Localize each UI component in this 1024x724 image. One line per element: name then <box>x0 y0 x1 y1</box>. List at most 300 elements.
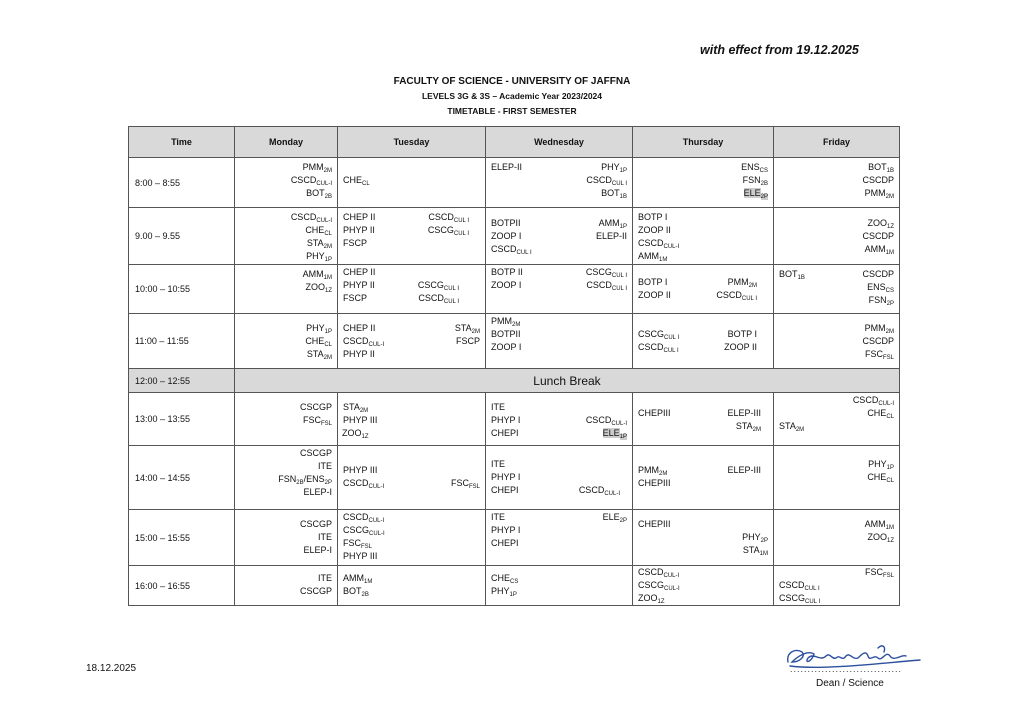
course-code-subscript: 2M <box>748 283 757 289</box>
course-code <box>491 161 522 174</box>
course-code <box>305 281 332 298</box>
slot-cell-friday <box>774 446 900 510</box>
course-code-subscript: 1Z <box>886 224 894 230</box>
table-row <box>129 208 900 265</box>
course-code-subscript: 2B <box>760 181 768 187</box>
course-code <box>343 266 375 279</box>
course-code-base: CHE <box>305 336 325 346</box>
course-code <box>867 407 894 424</box>
course-code <box>638 224 671 237</box>
course-code <box>491 471 520 484</box>
course-code <box>743 544 768 561</box>
course-code-subscript: 1M <box>885 250 894 256</box>
slot-cell-tuesday <box>338 566 486 606</box>
course-code <box>491 243 532 260</box>
course-code-base: ZOOP II <box>638 290 671 300</box>
course-code-base: PHYP III <box>343 415 378 425</box>
course-code-subscript: 2B <box>296 480 304 486</box>
course-code-base: CSCDP <box>862 175 894 185</box>
faculty-title: FACULTY OF SCIENCE - UNIVERSITY OF JAFFNA <box>393 76 631 87</box>
course-code <box>779 268 805 285</box>
course-code <box>491 537 519 550</box>
course-code-subscript: 1Z <box>886 538 894 544</box>
course-code-subscript: 2M <box>323 244 332 250</box>
course-code-base: PHYP III <box>343 465 378 475</box>
course-code <box>603 511 627 528</box>
course-code-base: ZOOP II <box>638 225 671 235</box>
course-code-base: PHYP II <box>343 280 375 290</box>
course-code-base: CSCD <box>638 238 664 248</box>
course-code-base: ITE <box>317 573 332 583</box>
course-code-subscript: 2M <box>323 168 332 174</box>
course-code-subscript: 1B <box>886 168 894 174</box>
course-code-subscript: 1M <box>759 551 768 557</box>
course-code-base: PMM <box>638 465 659 475</box>
course-code-subscript: CUL I <box>453 218 469 224</box>
slot-cell-monday <box>235 446 338 510</box>
course-code <box>638 289 671 302</box>
course-code-subscript: CUL I <box>611 273 627 279</box>
slot-cell-monday <box>235 314 338 369</box>
course-code-base: ELEP-II <box>491 162 523 172</box>
course-code-base: CSCDP <box>862 269 894 279</box>
course-code-base: ELE <box>602 512 620 522</box>
course-code <box>491 427 519 440</box>
slot-cell-wednesday <box>486 566 633 606</box>
course-code-subscript: 1Z <box>324 288 332 294</box>
course-code-subscript: CS <box>759 168 768 174</box>
course-code-base: CSCGP <box>299 448 332 458</box>
course-code <box>491 524 520 537</box>
course-code-subscript: CUL I <box>804 586 820 592</box>
signatory-title: Dean / Science <box>816 678 884 689</box>
col-header-time: Time <box>129 127 235 158</box>
col-header-friday: Friday <box>774 127 900 158</box>
course-code-subscript: 2M <box>885 329 894 335</box>
course-code-subscript: 1P <box>619 224 627 230</box>
course-code-base: CSCD <box>585 415 612 425</box>
slot-cell-monday <box>235 566 338 606</box>
course-code <box>343 348 375 361</box>
course-code-subscript: CUL I <box>664 335 680 341</box>
course-code-subscript: CL <box>362 181 370 187</box>
slot-cell-thursday <box>633 314 774 369</box>
course-code-base: CSCG <box>417 280 444 290</box>
course-code-subscript: 1M <box>885 525 894 531</box>
course-code-subscript: 1M <box>323 275 332 281</box>
course-code-base: CHEPI <box>491 538 519 548</box>
course-code <box>865 348 894 365</box>
course-code-subscript: CUL I <box>805 599 821 605</box>
slot-cell-friday <box>774 265 900 314</box>
course-code-subscript: CUL-I <box>316 181 332 187</box>
course-code-base: CSCGP <box>299 402 332 412</box>
course-code-base: BOT <box>779 269 798 279</box>
course-code <box>862 230 894 243</box>
slot-cell-tuesday <box>338 314 486 369</box>
timetable <box>128 126 900 606</box>
course-code-subscript: 2P <box>886 301 894 307</box>
col-header-wednesday: Wednesday <box>486 127 633 158</box>
course-code <box>638 341 679 358</box>
course-code <box>343 211 375 224</box>
course-code-subscript: 2M <box>752 427 761 433</box>
course-code-base: STA <box>779 421 796 431</box>
course-code-base: BOTP I <box>638 212 668 222</box>
slot-cell-monday <box>235 393 338 446</box>
course-code-base: FSC <box>864 567 883 577</box>
course-code-base: ZOO <box>342 428 362 438</box>
course-code-base: BOTPII <box>491 329 521 339</box>
course-code-base: PHY <box>491 586 510 596</box>
slot-cell-thursday <box>633 265 774 314</box>
course-code-subscript: CUL I <box>663 348 679 354</box>
slot-cell-wednesday <box>486 208 633 265</box>
course-code-base: FSCP <box>343 293 368 303</box>
course-code-subscript: CUL-I <box>611 421 627 427</box>
course-code <box>343 414 377 427</box>
course-code <box>300 518 332 531</box>
time-slot: 16:00 – 16:55 <box>129 566 235 606</box>
course-code-subscript: CUL-I <box>368 342 385 348</box>
course-code-base: CSCDP <box>862 231 894 241</box>
course-code-subscript: 2B <box>324 194 332 200</box>
course-code <box>603 427 627 444</box>
course-code-base: PHY <box>306 323 325 333</box>
slot-cell-monday <box>235 510 338 566</box>
course-code <box>638 518 671 531</box>
slot-cell-wednesday <box>486 265 633 314</box>
course-code-base: FSN <box>868 295 887 305</box>
table-row <box>129 369 900 393</box>
course-code-subscript: 2P <box>760 538 768 544</box>
course-code-subscript: FSL <box>361 544 373 550</box>
course-code <box>300 447 332 460</box>
course-code-base: CSCD <box>578 485 605 495</box>
course-code-base: CSCD <box>428 212 454 222</box>
course-code <box>491 585 517 602</box>
lunch-time-cell: 12:00 – 12:55 <box>129 369 235 393</box>
course-code-base: PHYP I <box>491 525 521 535</box>
course-code-base: BOT <box>868 162 887 172</box>
course-code-base: FSC <box>864 349 883 359</box>
course-code-subscript: 1P <box>619 434 627 440</box>
course-code-base: CHE <box>491 573 511 583</box>
course-code-subscript: CUL I <box>611 286 627 292</box>
course-code <box>343 292 367 305</box>
course-code-base: ZOOP II <box>724 342 757 352</box>
course-code-subscript: FSL <box>468 484 480 490</box>
course-code-base: CSCDP <box>862 336 894 346</box>
course-code <box>303 544 332 557</box>
course-code-base: CHE <box>343 175 363 185</box>
course-code-subscript: CUL-I <box>663 244 680 250</box>
course-code-subscript: 1B <box>797 275 805 281</box>
course-code-subscript: 1Z <box>361 434 369 440</box>
course-code-base: AMM <box>864 244 886 254</box>
footer-date: 18.12.2025 <box>86 663 137 674</box>
course-code-subscript: CUL-I <box>878 401 894 407</box>
course-code-subscript: 1M <box>659 257 668 263</box>
course-code-base: ENS <box>867 282 886 292</box>
slot-cell-thursday <box>633 158 774 208</box>
course-code-base: ZOO <box>638 593 658 603</box>
course-code-base: CHEP II <box>343 323 376 333</box>
course-code <box>343 224 375 237</box>
course-code-base: CHEP II <box>343 267 376 277</box>
course-code <box>586 279 627 296</box>
course-code <box>727 464 761 477</box>
course-code-subscript: 1P <box>509 592 517 598</box>
course-code-base: FSCP <box>455 336 480 346</box>
course-code-subscript: 1M <box>364 579 373 585</box>
course-code-base: STA <box>343 402 360 412</box>
slot-cell-tuesday <box>338 510 486 566</box>
course-code-base: CSCGP <box>299 586 332 596</box>
course-code-base: PHYP II <box>343 349 375 359</box>
course-code <box>727 407 761 420</box>
course-code-base: PHYP III <box>343 551 378 561</box>
course-code-base: BOT <box>601 188 620 198</box>
course-code-base: STA <box>735 421 753 431</box>
slot-cell-tuesday <box>338 393 486 446</box>
slot-cell-wednesday <box>486 446 633 510</box>
course-code-base: PMM <box>864 188 886 198</box>
course-code <box>865 566 894 583</box>
course-code <box>865 187 894 204</box>
course-code-base: CSCG <box>427 225 454 235</box>
course-code-base: BOTPII <box>491 218 521 228</box>
course-code-base: BOTP I <box>638 277 668 287</box>
slot-cell-wednesday <box>486 158 633 208</box>
course-code-base: CSCD <box>343 512 369 522</box>
course-code-subscript: 1Z <box>657 599 665 605</box>
course-code-subscript: CUL I <box>611 181 627 187</box>
course-code-subscript: CUL I <box>443 286 459 292</box>
course-code-subscript: CUL-I <box>368 484 385 490</box>
course-code <box>491 458 505 471</box>
course-code <box>491 217 521 230</box>
course-code <box>343 322 375 335</box>
course-code-subscript: FSL <box>320 421 332 427</box>
course-code-base: STA <box>306 349 324 359</box>
course-code <box>343 237 367 250</box>
signature-line: ................................ <box>790 664 903 674</box>
course-code <box>456 335 480 348</box>
course-code <box>342 427 369 444</box>
course-code-base: CSCG <box>585 267 612 277</box>
slot-cell-friday <box>774 566 900 606</box>
course-code <box>318 531 332 544</box>
course-code-base: PMM <box>727 277 749 287</box>
course-code <box>867 531 894 548</box>
effective-date: with effect from 19.12.2025 <box>700 43 859 57</box>
course-code <box>744 187 768 204</box>
course-code-base: PHY <box>601 162 620 172</box>
course-code-base: CSCD <box>491 244 517 254</box>
course-code-base: CHE <box>867 408 887 418</box>
time-slot: 15:00 – 15:55 <box>129 510 235 566</box>
course-code-base: CHEPIII <box>638 519 671 529</box>
course-code-base: CSCD <box>716 290 742 300</box>
course-code-subscript: 2P <box>324 480 332 486</box>
course-code-subscript: CS <box>885 288 894 294</box>
course-code-base: ELEP-III <box>727 408 761 418</box>
course-code-base: PHY <box>868 459 887 469</box>
course-code <box>491 511 505 524</box>
course-code-base: CSCD <box>586 175 612 185</box>
course-code-base: CSCD <box>343 478 369 488</box>
col-header-tuesday: Tuesday <box>338 127 486 158</box>
slot-cell-tuesday <box>338 158 486 208</box>
course-code-base: BOTP I <box>727 329 757 339</box>
course-code-subscript: CUL-I <box>316 218 332 224</box>
course-code-base: CSCD <box>418 293 444 303</box>
course-code-extra: /ENS <box>303 474 325 484</box>
course-code-base: ZOO <box>867 532 887 542</box>
course-code <box>343 279 375 292</box>
course-code-base: ELEP-II <box>595 231 627 241</box>
course-code <box>779 592 820 609</box>
course-code-base: AMM <box>864 519 886 529</box>
time-slot: 11:00 – 11:55 <box>129 314 235 369</box>
course-code-base: FSC <box>302 415 321 425</box>
course-code <box>491 266 523 279</box>
time-slot: 13:00 – 13:55 <box>129 393 235 446</box>
course-code-subscript: 2P <box>619 518 627 524</box>
course-code <box>318 460 332 473</box>
course-code-base: CHEPIII <box>638 408 671 418</box>
course-code <box>867 471 894 488</box>
course-code <box>716 289 757 306</box>
time-slot: 14:00 – 14:55 <box>129 446 235 510</box>
col-header-monday: Monday <box>235 127 338 158</box>
slot-cell-thursday <box>633 566 774 606</box>
course-code-base: AMM <box>343 573 364 583</box>
slot-cell-thursday <box>633 393 774 446</box>
course-code <box>343 585 369 602</box>
course-code-subscript: CUL-I <box>369 531 385 537</box>
course-code <box>307 348 332 365</box>
course-code-base: PHY <box>306 251 325 261</box>
course-code-base: ELE <box>743 188 761 198</box>
course-code <box>300 585 332 598</box>
course-code <box>491 230 521 243</box>
course-code <box>343 477 384 494</box>
course-code <box>862 174 894 187</box>
course-code-base: CSCD <box>290 175 317 185</box>
course-code-base: BOTP II <box>491 267 523 277</box>
table-row <box>129 510 900 566</box>
course-code <box>318 572 332 585</box>
time-slot: 9.00 – 9.55 <box>129 208 235 265</box>
course-code <box>451 477 480 494</box>
course-code <box>779 420 804 437</box>
course-code <box>736 420 761 437</box>
course-code <box>862 268 894 281</box>
course-code <box>596 230 627 243</box>
course-code-subscript: 2M <box>659 471 668 477</box>
course-code-base: ZOOP I <box>491 231 522 241</box>
slot-cell-friday <box>774 510 900 566</box>
slot-cell-friday <box>774 393 900 446</box>
course-code-subscript: FSL <box>882 573 894 579</box>
course-code-base: ZOO <box>867 218 887 228</box>
course-code-subscript: CUL-I <box>663 573 680 579</box>
course-code-base: PHYP I <box>491 415 521 425</box>
course-code-base: ELEP-III <box>727 465 761 475</box>
course-code <box>491 484 519 497</box>
course-code-base: CHEPIII <box>638 478 671 488</box>
course-code <box>638 477 671 490</box>
course-code-base: CSCD <box>586 280 612 290</box>
course-code-base: BOT <box>306 188 325 198</box>
course-code <box>638 276 667 289</box>
course-code <box>491 401 505 414</box>
course-code-subscript: CUL-I <box>604 491 620 497</box>
course-code-subscript: FSL <box>882 355 894 361</box>
slot-cell-friday <box>774 314 900 369</box>
course-code-base: ITE <box>317 532 332 542</box>
slot-cell-wednesday <box>486 314 633 369</box>
course-code <box>300 401 332 414</box>
course-code-subscript: CUL-I <box>664 586 680 592</box>
table-row <box>129 446 900 510</box>
course-code-subscript: CL <box>324 342 332 348</box>
course-code-base: FSN <box>742 175 761 185</box>
slot-cell-thursday <box>633 510 774 566</box>
course-code-base: CSCD <box>852 395 879 405</box>
slot-cell-monday <box>235 208 338 265</box>
course-code-base: CHEPI <box>491 428 519 438</box>
course-code-base: PMM <box>491 316 512 326</box>
course-code <box>343 174 370 191</box>
course-code-subscript: 1P <box>619 168 627 174</box>
course-code-subscript: CUL I <box>741 296 757 302</box>
time-slot: 8:00 – 8:55 <box>129 158 235 208</box>
course-code-subscript: CUL I <box>453 231 469 237</box>
course-code-base: AMM <box>598 218 620 228</box>
course-code-base: ITE <box>491 402 506 412</box>
course-code-base: PMM <box>302 162 324 172</box>
course-code-subscript: CUL I <box>443 299 459 305</box>
course-code-base: AMM <box>638 251 659 261</box>
course-code-subscript: CUL I <box>516 250 532 256</box>
course-code-base: CSCG <box>343 525 370 535</box>
course-code-base: ELE <box>602 428 620 438</box>
course-code-base: CSCG <box>779 593 806 603</box>
course-code <box>306 187 332 204</box>
course-code-base: PMM <box>864 323 886 333</box>
table-row <box>129 314 900 369</box>
course-code <box>491 279 521 292</box>
course-code-base: CSCD <box>779 580 805 590</box>
course-code-base: BOT <box>343 586 362 596</box>
course-code-base: PHYP I <box>491 472 521 482</box>
course-code <box>601 187 627 204</box>
course-code-base: CHE <box>867 472 887 482</box>
course-code-base: FSC <box>343 538 361 548</box>
table-row <box>129 566 900 606</box>
course-code-base: ZOOP I <box>491 342 522 352</box>
course-code-base: CSCD <box>638 342 664 352</box>
course-code-subscript: 2M <box>795 427 805 433</box>
slot-cell-friday <box>774 158 900 208</box>
course-code-base: CSCD <box>290 212 317 222</box>
slot-cell-thursday <box>633 208 774 265</box>
course-code-base: CHEP II <box>343 212 376 222</box>
levels-subtitle: LEVELS 3G & 3S – Academic Year 2023/2024 <box>421 91 603 101</box>
